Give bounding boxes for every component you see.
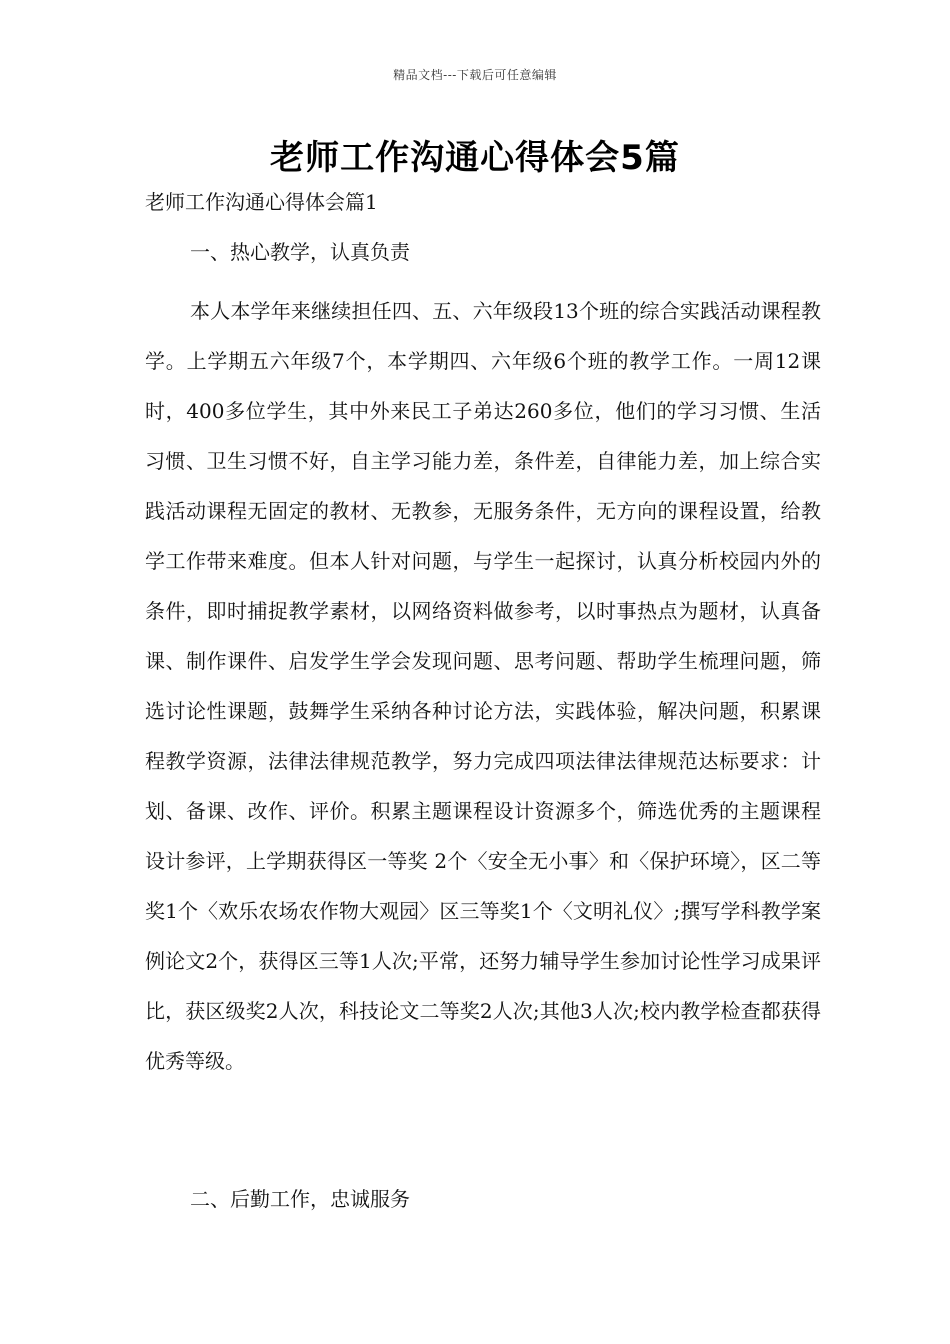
section-1-paragraph: 本人本学年来继续担任四、五、六年级段13个班的综合实践活动课程教学。上学期五六年级7个，本学期四、六年级6个班的教学工作。一周12课时，400多位学生，其中外来民工子弟达260多位，他们的学习习惯、生活习惯、卫生习惯不好，自主学习能力差，条件差，自律能力差，加上综合实践活动课程无固定的教材、无教参，无服务条件，无方向的课程设置，给教学工作带来难度。但本人针对问题，与学生一起探讨，认真分析校园内外的条件，即时捕捉教学素材，以网络资料做参考，以时事热点为题材，认真备课、制作课件、启发学生学会发现问题、思考问题、帮助学生梳理问题，筛选讨论性课题，鼓舞学生采纳各种讨论方法，实践体验，解决问题，积累课程教学资源，法律法律规范教学，努力完成四项法律法律规范达标要求：计划、备课、改作、评价。积累主题课程设计资源多个，筛选优秀的主题课程设计参评，上学期获得区一等奖 2个〈安全无小事〉和〈保护环境〉，区二等奖1个〈欢乐农场农作物大观园〉区三等奖1个〈文明礼仪〉;撰写学科教学案例论文2个，获得区三等1人次;平常，还努力辅导学生参加讨论性学习成果评比，获区级奖2人次，科技论文二等奖2人次;其他3人次;校内教学检查都获得优秀等级。 xyxy=(145,299,821,1073)
section-heading-2: 二、后勤工作，忠诚服务 xyxy=(190,1187,410,1211)
document-subtitle: 老师工作沟通心得体会篇1 xyxy=(145,190,378,214)
section-heading-1: 一、热心教学，认真负责 xyxy=(190,240,410,264)
header-note: 精品文档---下载后可任意编辑 xyxy=(393,68,557,82)
document-title: 老师工作沟通心得体会5篇 xyxy=(270,138,680,178)
